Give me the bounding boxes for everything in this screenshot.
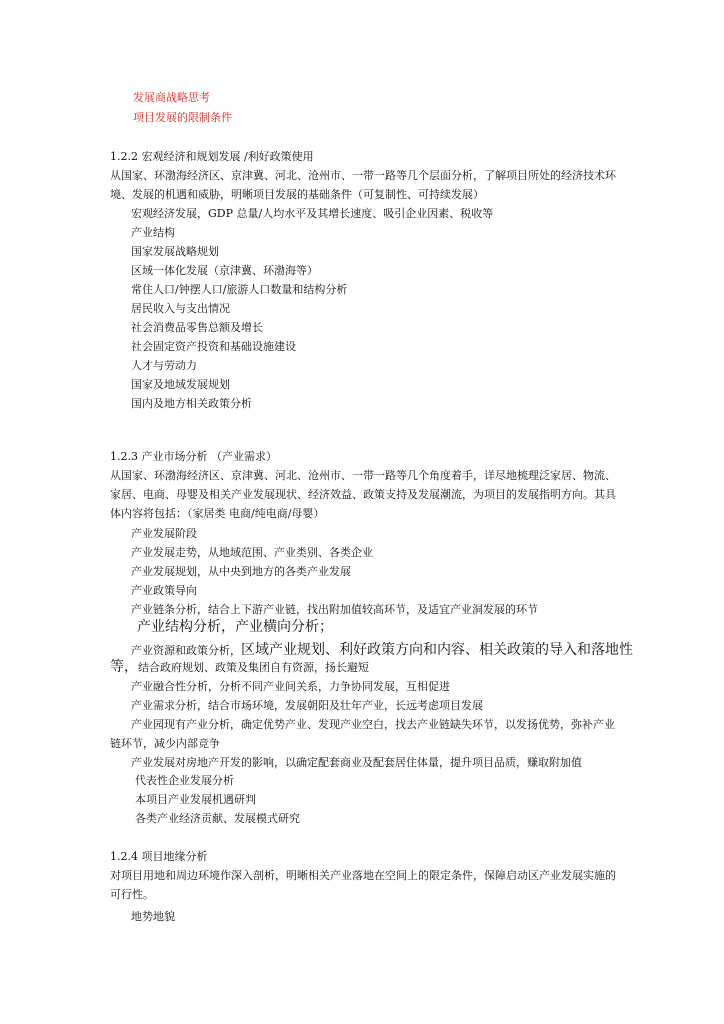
list-item: 国内及地方相关政策分析 [131, 397, 252, 410]
section-1-2-2-paragraph-line: 从国家、环渤海经济区、京津冀、河北、沧州市、一带一路等几个层面分析，了解项目所处的经济技术环 [110, 169, 616, 182]
list-item-resources [131, 643, 633, 658]
section-1-2-4-paragraph-line: 对项目用地和周边环境作深入剖析，明晰相关产业落地在空间上的限定条件，保障启动区产业发展实施的 [110, 869, 616, 882]
list-item-continued: 链环节，减少内部竞争 [110, 737, 220, 750]
list-item: 产业园现有产业分析，确定优势产业、发现产业空白，找去产业链缺失环节，以发扬优势，弥补产业 [131, 718, 615, 731]
section-1-2-4-heading: 1.2.4 项目地缘分析 [110, 850, 208, 863]
list-item-resources-continued [110, 660, 369, 675]
header-link-constraints[interactable]: 项目发展的限制条件 [133, 111, 232, 124]
list-item-resources-note: 结合政府规划、政策及集团自有资源，扬长避短 [138, 661, 369, 674]
list-item: 居民收入与支出情况 [131, 302, 230, 315]
list-item: 区域一体化发展（京津冀、环渤海等） [131, 264, 318, 277]
list-item: 代表性企业发展分析 [135, 774, 234, 787]
list-item-resources-tail: 等， [110, 659, 138, 675]
section-1-2-3-paragraph-line: 体内容将包括：（家居类 电商/纯电商/母婴） [110, 507, 325, 520]
list-item: 地势地貌 [131, 910, 175, 923]
list-item: 产业发展规划，从中央到地方的各类产业发展 [131, 565, 351, 578]
section-1-2-2-paragraph-line: 境、发展的机遇和威胁，明晰项目发展的基础条件（可复制性、可持续发展） [110, 188, 484, 201]
section-1-2-3-paragraph-line: 从国家、环渤海经济区、京津冀、河北、沧州市、一带一路等几个角度着手，详尽地梳理泛家居、物流、 [110, 469, 616, 482]
header-link-strategy[interactable]: 发展商战略思考 [133, 91, 210, 104]
list-item: 人才与劳动力 [131, 359, 197, 372]
list-item-structure: 产业结构分析，产业横向分析； [137, 619, 333, 635]
list-item: 产业结构 [131, 226, 175, 239]
list-item: 各类产业经济贡献、发展模式研究 [135, 812, 300, 825]
section-1-2-3-heading: 1.2.3 产业市场分析 （产业需求） [110, 450, 277, 463]
list-item: 宏观经济发展，GDP 总量/人均水平及其增长速度、吸引企业因素、税收等 [131, 207, 494, 220]
list-item: 产业发展阶段 [131, 527, 197, 540]
list-item: 国家及地域发展规划 [131, 378, 230, 391]
list-item: 社会消费品零售总额及增长 [131, 321, 263, 334]
list-item: 产业发展走势，从地域范围、产业类别、各类企业 [131, 546, 373, 559]
list-item: 国家发展战略规划 [131, 245, 219, 258]
section-1-2-2-heading: 1.2.2 宏观经济和规划发展 /利好政策使用 [110, 150, 314, 163]
list-item-resources-emphasis: 区域产业规划、利好政策方向和内容、相关政策的导入和落地性 [241, 642, 633, 658]
list-item-resources-lead: 产业资源和政策分析， [131, 644, 241, 657]
section-1-2-3-paragraph-line: 家居、电商、母婴及相关产业发展现状、经济效益、政策支持及发展潮流，为项目的发展指明方向。其具 [110, 488, 616, 501]
list-item: 产业融合性分析，分析不同产业间关系，力争协同发展，互相促进 [131, 680, 450, 693]
section-1-2-4-paragraph-line: 可行性。 [110, 888, 154, 901]
list-item: 社会固定资产投资和基础设施建设 [131, 340, 296, 353]
list-item: 产业政策导向 [131, 584, 197, 597]
list-item: 常住人口/钟摆人口/旅游人口数量和结构分析 [131, 283, 348, 296]
list-item: 产业发展对房地产开发的影响，以确定配套商业及配套居住体量，提升项目品质，赚取附加值 [131, 756, 582, 769]
list-item: 产业需求分析，结合市场环境，发展朝阳及壮年产业，长远考虑项目发展 [131, 699, 483, 712]
list-item: 本项目产业发展机遇研判 [135, 793, 256, 806]
list-item: 产业链条分析，结合上下游产业链，找出附加值较高环节，及适宜产业洞发展的环节 [131, 603, 538, 616]
